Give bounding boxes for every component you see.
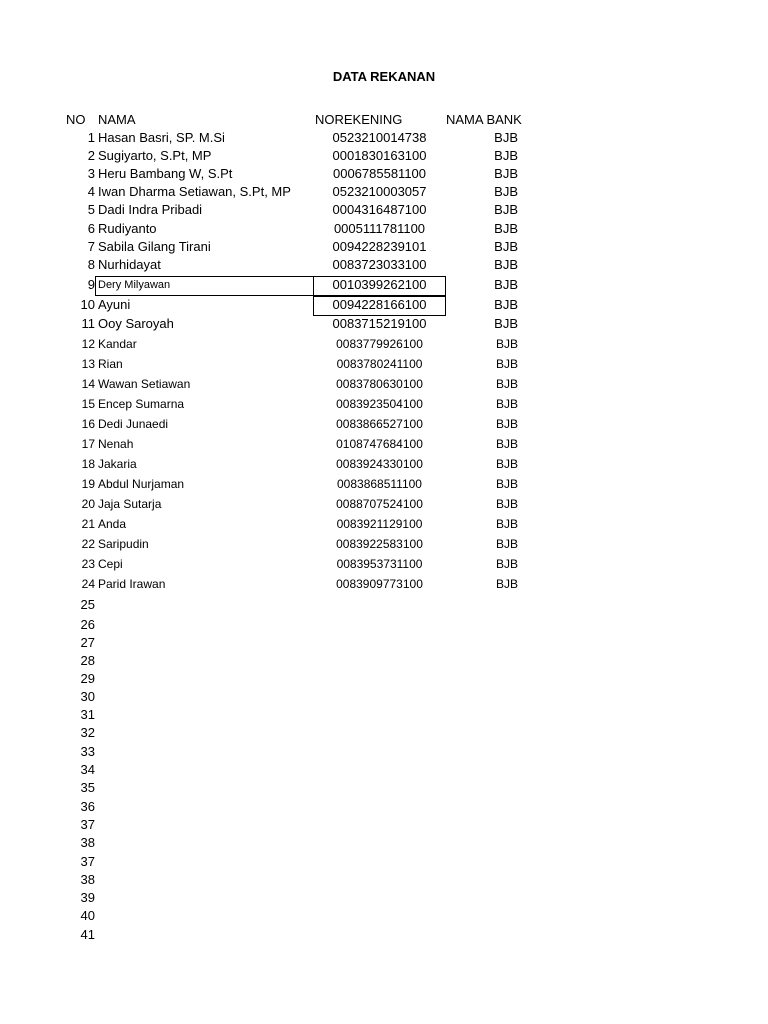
- row-account-number: [314, 634, 445, 652]
- row-account-number: 0083715219100: [332, 316, 427, 331]
- row-account-number: 0083779926100: [336, 337, 423, 351]
- row-name: Hasan Basri, SP. M.Si: [98, 130, 225, 145]
- table-row: [0, 395, 768, 413]
- row-number: 8: [87, 257, 95, 272]
- row-name: Parid Irawan: [98, 577, 166, 591]
- row-account-number: [314, 871, 445, 889]
- row-bank-name: [446, 853, 518, 871]
- header-bank: NAMA BANK: [446, 112, 522, 127]
- row-account-number: 0083780630100: [336, 377, 423, 391]
- row-bank-name: BJB: [494, 277, 518, 292]
- table-row: [0, 889, 768, 907]
- row-account-number: [314, 596, 445, 614]
- row-account-number: 0083723033100: [332, 257, 427, 272]
- row-account-number: 0094228166100: [332, 297, 427, 312]
- row-bank-name: [446, 688, 518, 706]
- row-bank-name: BJB: [494, 221, 518, 236]
- table-row: [0, 515, 768, 533]
- table-row: [0, 165, 768, 183]
- row-number: 25: [80, 597, 95, 612]
- row-bank-name: BJB: [495, 577, 518, 591]
- row-number: 31: [80, 707, 95, 722]
- row-bank-name: BJB: [494, 297, 518, 312]
- row-account-number: 0083922583100: [336, 537, 423, 551]
- row-account-number: [314, 688, 445, 706]
- table-row: [0, 834, 768, 852]
- row-account-number: [314, 779, 445, 797]
- row-account-number: 0088707524100: [336, 497, 423, 511]
- row-name: Nenah: [98, 437, 134, 451]
- row-bank-name: [446, 670, 518, 688]
- row-number: 11: [81, 316, 95, 331]
- row-bank-name: BJB: [494, 166, 518, 181]
- row-number: 32: [80, 725, 95, 740]
- row-number: 38: [80, 835, 95, 850]
- row-account-number: 0083923504100: [336, 397, 423, 411]
- row-name: Cepi: [98, 557, 123, 571]
- row-account-number: 0083953731100: [336, 557, 423, 571]
- row-name: Nurhidayat: [98, 257, 161, 272]
- row-account-number: [314, 816, 445, 834]
- table-row: [0, 816, 768, 834]
- table-row: [0, 652, 768, 670]
- row-name: Kandar: [98, 337, 137, 351]
- row-number: 18: [81, 457, 95, 471]
- row-name: Sugiyarto, S.Pt, MP: [98, 148, 212, 163]
- row-account-number: [314, 834, 445, 852]
- row-bank-name: BJB: [494, 130, 518, 145]
- row-number: 16: [81, 417, 95, 431]
- table-row: [0, 183, 768, 201]
- table-row: [0, 761, 768, 779]
- row-bank-name: [446, 596, 518, 614]
- row-name: Dadi Indra Pribadi: [98, 202, 203, 217]
- header-no: NO: [66, 112, 86, 127]
- row-bank-name: [446, 724, 518, 742]
- row-bank-name: [446, 926, 518, 944]
- header-account: NOREKENING: [315, 112, 403, 127]
- table-row: [0, 355, 768, 373]
- row-bank-name: BJB: [495, 337, 518, 351]
- row-bank-name: BJB: [494, 257, 518, 272]
- table-row: [0, 415, 768, 433]
- row-bank-name: [446, 871, 518, 889]
- row-number: 13: [81, 357, 95, 371]
- row-account-number: [314, 798, 445, 816]
- row-bank-name: BJB: [494, 239, 518, 254]
- row-account-number: 0083921129100: [336, 517, 423, 531]
- row-bank-name: BJB: [495, 357, 518, 371]
- row-bank-name: BJB: [495, 477, 518, 491]
- row-number: 37: [80, 817, 95, 832]
- row-account-number: 0108747684100: [336, 437, 423, 451]
- row-number: 23: [81, 557, 95, 571]
- row-number: 1: [87, 130, 95, 145]
- table-row: [0, 616, 768, 634]
- table-row: [0, 555, 768, 573]
- row-bank-name: BJB: [495, 397, 518, 411]
- row-bank-name: BJB: [495, 497, 518, 511]
- row-number: 20: [81, 497, 95, 511]
- row-bank-name: [446, 816, 518, 834]
- row-name: Jakaria: [98, 457, 137, 471]
- row-number: 26: [80, 617, 95, 632]
- row-account-number: 0004316487100: [332, 202, 427, 217]
- row-number: 14: [81, 377, 95, 391]
- table-row: [0, 535, 768, 553]
- table-row: [0, 276, 768, 294]
- row-bank-name: BJB: [494, 184, 518, 199]
- row-account-number: [314, 616, 445, 634]
- row-number: 22: [81, 537, 95, 551]
- row-name: Dery Milyawan: [98, 279, 171, 291]
- row-account-number: 0001830163100: [332, 148, 427, 163]
- table-row: [0, 907, 768, 925]
- row-name: Heru Bambang W, S.Pt: [98, 166, 233, 181]
- table-row: [0, 634, 768, 652]
- row-bank-name: BJB: [495, 517, 518, 531]
- table-row: [0, 238, 768, 256]
- row-account-number: 0083866527100: [336, 417, 423, 431]
- row-number: 9: [87, 277, 95, 292]
- row-number: 4: [87, 184, 95, 199]
- row-number: 37: [80, 854, 95, 869]
- row-number: 38: [80, 872, 95, 887]
- table-row: [0, 375, 768, 393]
- table-row: [0, 201, 768, 219]
- row-number: 21: [81, 517, 95, 531]
- table-row: [0, 220, 768, 238]
- row-account-number: 0523210003057: [332, 184, 427, 199]
- row-name: Ooy Saroyah: [98, 316, 174, 331]
- table-row: [0, 670, 768, 688]
- row-bank-name: BJB: [494, 202, 518, 217]
- table-row: [0, 706, 768, 724]
- table-row: [0, 724, 768, 742]
- document-title: DATA REKANAN: [332, 69, 436, 84]
- row-bank-name: BJB: [495, 377, 518, 391]
- row-account-number: 0083868511100: [337, 477, 422, 491]
- row-bank-name: BJB: [495, 417, 518, 431]
- row-number: 15: [81, 397, 95, 411]
- table-row: [0, 779, 768, 797]
- row-number: 10: [80, 297, 95, 312]
- row-account-number: 0010399262100: [332, 277, 427, 292]
- row-number: 19: [81, 477, 95, 491]
- row-bank-name: [446, 634, 518, 652]
- row-name: Rian: [98, 357, 123, 371]
- row-bank-name: BJB: [495, 537, 518, 551]
- row-bank-name: BJB: [495, 457, 518, 471]
- row-bank-name: [446, 779, 518, 797]
- row-account-number: [314, 743, 445, 761]
- row-number: 36: [80, 799, 95, 814]
- row-name: Saripudin: [98, 537, 149, 551]
- row-account-number: [314, 670, 445, 688]
- row-bank-name: [446, 706, 518, 724]
- table-row: [0, 575, 768, 593]
- row-number: 39: [80, 890, 95, 905]
- row-name: Sabila Gilang Tirani: [98, 239, 211, 254]
- table-row: [0, 926, 768, 944]
- row-bank-name: [446, 761, 518, 779]
- row-number: 27: [80, 635, 95, 650]
- row-account-number: [314, 652, 445, 670]
- table-row: [0, 335, 768, 353]
- row-number: 33: [80, 744, 95, 759]
- row-account-number: 0094228239101: [332, 239, 427, 254]
- row-number: 35: [80, 780, 95, 795]
- table-row: [0, 688, 768, 706]
- table-row: [0, 315, 768, 333]
- row-name: Wawan Setiawan: [98, 377, 191, 391]
- row-number: 7: [87, 239, 95, 254]
- table-row: [0, 455, 768, 473]
- row-number: 3: [87, 166, 95, 181]
- row-name: Iwan Dharma Setiawan, S.Pt, MP: [98, 184, 291, 199]
- table-row: [0, 495, 768, 513]
- table-row: [0, 129, 768, 147]
- table-row: [0, 871, 768, 889]
- header-name: NAMA: [98, 112, 136, 127]
- row-bank-name: BJB: [494, 316, 518, 331]
- row-name: Ayuni: [98, 297, 131, 312]
- row-bank-name: [446, 907, 518, 925]
- row-bank-name: BJB: [494, 148, 518, 163]
- table-row: [0, 256, 768, 274]
- row-bank-name: [446, 889, 518, 907]
- row-account-number: [314, 761, 445, 779]
- row-account-number: [314, 706, 445, 724]
- row-account-number: 0523210014738: [332, 130, 427, 145]
- row-name: Rudiyanto: [98, 221, 157, 236]
- table-row: [0, 853, 768, 871]
- row-bank-name: [446, 652, 518, 670]
- row-bank-name: [446, 616, 518, 634]
- table-row: [0, 743, 768, 761]
- row-account-number: 0083924330100: [336, 457, 423, 471]
- row-name: Anda: [98, 517, 127, 531]
- row-account-number: 0005111781100: [333, 221, 426, 236]
- row-number: 29: [80, 671, 95, 686]
- row-number: 30: [80, 689, 95, 704]
- row-number: 6: [87, 221, 95, 236]
- table-row: [0, 296, 768, 314]
- row-number: 5: [87, 202, 95, 217]
- row-number: 40: [80, 908, 95, 923]
- row-number: 2: [87, 148, 95, 163]
- row-account-number: [314, 724, 445, 742]
- row-bank-name: BJB: [495, 437, 518, 451]
- table-row: [0, 596, 768, 614]
- row-account-number: [314, 889, 445, 907]
- row-account-number: 0083780241100: [336, 357, 423, 371]
- row-account-number: 0083909773100: [336, 577, 423, 591]
- row-bank-name: BJB: [495, 557, 518, 571]
- row-number: 41: [80, 927, 95, 942]
- row-number: 24: [81, 577, 95, 591]
- row-account-number: 0006785581100: [332, 166, 427, 181]
- table-row: [0, 147, 768, 165]
- row-account-number: [314, 907, 445, 925]
- table-row: [0, 475, 768, 493]
- row-name: Dedi Junaedi: [98, 417, 169, 431]
- row-number: 34: [80, 762, 95, 777]
- table-row: [0, 435, 768, 453]
- row-bank-name: [446, 798, 518, 816]
- row-number: 28: [80, 653, 95, 668]
- row-account-number: [314, 926, 445, 944]
- row-account-number: [314, 853, 445, 871]
- row-number: 17: [81, 437, 95, 451]
- row-name: Encep Sumarna: [98, 397, 185, 411]
- row-name: Jaja Sutarja: [98, 497, 162, 511]
- row-bank-name: [446, 834, 518, 852]
- table-row: [0, 798, 768, 816]
- row-bank-name: [446, 743, 518, 761]
- row-number: 12: [81, 337, 95, 351]
- row-name: Abdul Nurjaman: [98, 477, 185, 491]
